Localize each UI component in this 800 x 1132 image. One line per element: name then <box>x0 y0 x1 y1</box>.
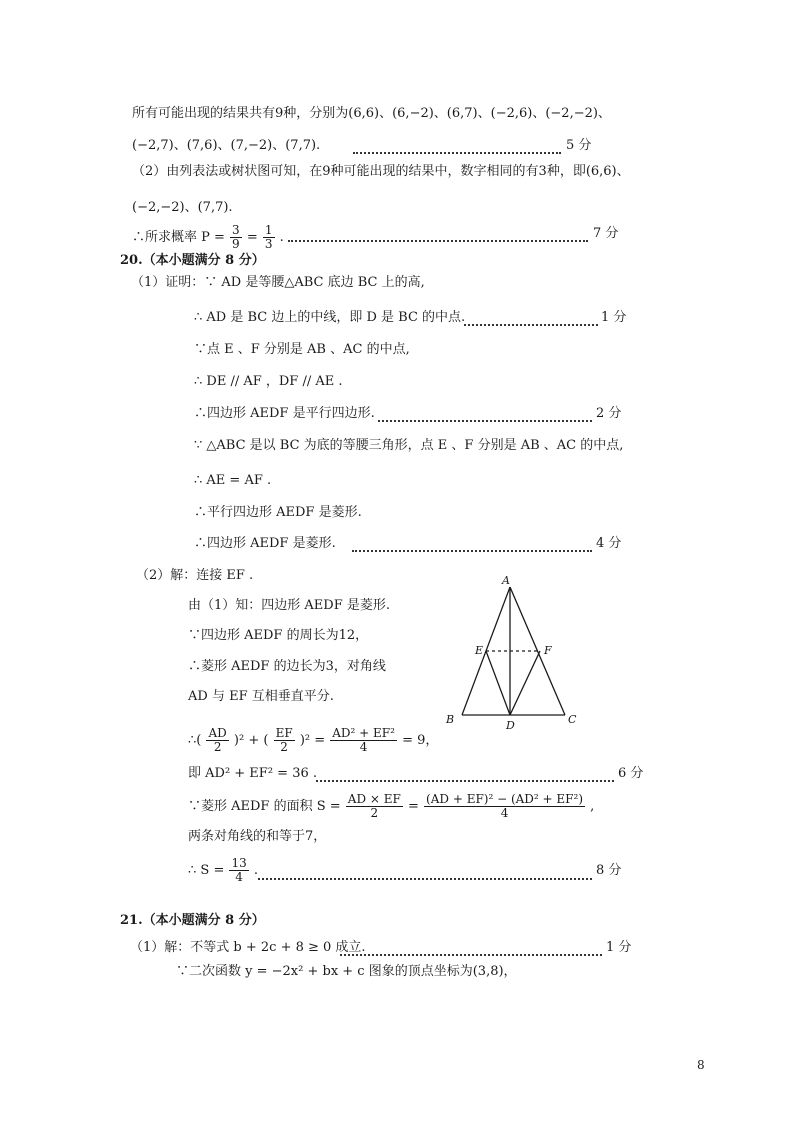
dot-leader <box>352 550 592 552</box>
dot-leader <box>288 240 588 242</box>
fraction <box>230 224 242 251</box>
denominator: 2 <box>370 806 379 820</box>
score-mark: 5 分 <box>566 138 592 153</box>
numerator: AD² + EF² <box>332 726 395 740</box>
proof-line: ∴四边形 AEDF 是菱形. <box>194 536 336 551</box>
text: = <box>408 799 419 814</box>
solution-line: 即 AD² + EF² = 36 . <box>188 766 317 781</box>
text: ∵菱形 AEDF 的面积 S = <box>188 799 341 814</box>
dot-leader <box>340 954 602 956</box>
question-heading: 21.（本小题满分 8 分） <box>120 913 265 928</box>
solution-line: ∴菱形 AEDF 的边长为3，对角线 <box>188 659 386 674</box>
numerator: (AD + EF)² − (AD² + EF²) <box>426 792 584 806</box>
text: . <box>253 863 259 878</box>
denominator: 4 <box>235 870 243 884</box>
fraction <box>263 224 275 251</box>
score-mark: 2 分 <box>596 406 622 421</box>
question-heading: 20.（本小题满分 8 分） <box>120 253 265 268</box>
text: . <box>279 230 284 245</box>
proof-line: ∴四边形 AEDF 是平行四边形. <box>194 406 375 421</box>
score-mark: 8 分 <box>596 863 622 878</box>
solution-line: ∵四边形 AEDF 的周长为12， <box>188 628 369 643</box>
equation-line <box>188 726 438 756</box>
denominator: 9 <box>232 237 240 251</box>
solution-line: AD 与 EF 互相垂直平分. <box>188 689 334 704</box>
proof-line: ∵ △ABC 是以 BC 为底的等腰三角形，点 E 、F 分别是 AB 、AC 的中点, <box>194 438 624 453</box>
dot-leader <box>464 324 598 326</box>
rhombus-figure <box>440 572 600 732</box>
fraction <box>229 857 248 884</box>
numerator: AD <box>208 726 227 740</box>
solution-line: （1）解：不等式 b + 2c + 8 ≥ 0 成立. <box>130 940 366 955</box>
denominator: 3 <box>264 237 273 251</box>
score-mark: 4 分 <box>596 536 622 551</box>
score-mark: 1 分 <box>601 310 627 325</box>
vertex-label-a: A <box>502 574 510 587</box>
numerator: 3 <box>232 223 240 237</box>
text: ∴( <box>188 733 202 748</box>
solution-line: 两条对角线的和等于7， <box>188 829 327 844</box>
fraction <box>206 727 228 754</box>
vertex-label-e: E <box>475 644 484 657</box>
answer-line: (−2,−2)、(7,7). <box>132 200 233 215</box>
page-number: 8 <box>697 1058 705 1072</box>
solution-line: 由（1）知：四边形 AEDF 是菱形. <box>188 598 390 613</box>
vertex-label-c: C <box>568 713 577 726</box>
dot-leader <box>258 878 592 880</box>
text: = <box>246 230 258 245</box>
score-mark: 1 分 <box>606 940 632 955</box>
text: = 9， <box>402 733 439 748</box>
denominator: 2 <box>213 740 222 754</box>
fraction <box>346 793 403 820</box>
fraction <box>274 727 295 754</box>
denominator: 4 <box>500 806 509 820</box>
text: ∴所求概率 P = <box>132 230 225 245</box>
solution-line: ∵二次函数 y = −2x² + bx + c 图象的顶点坐标为(3,8)， <box>176 964 517 979</box>
fraction <box>330 727 397 754</box>
segment-fd <box>510 651 540 715</box>
proof-line: ∴ AE = AF . <box>194 473 272 488</box>
vertex-label-d: D <box>506 719 515 732</box>
proof-line: （1）证明：∵ AD 是等腰△ABC 底边 BC 上的高, <box>131 275 425 290</box>
probability-line <box>132 224 284 251</box>
segment-ed <box>486 651 510 715</box>
denominator: 2 <box>280 740 288 754</box>
proof-line: ∴平行四边形 AEDF 是菱形. <box>194 505 362 520</box>
text: ∴ S = <box>188 863 225 878</box>
numerator: 1 <box>264 223 273 237</box>
result-line <box>188 856 258 886</box>
numerator: AD × EF <box>347 792 401 806</box>
numerator: 13 <box>231 856 247 870</box>
vertex-label-b: B <box>446 713 455 726</box>
vertex-label-f: F <box>544 644 552 657</box>
answer-line: (−2,7)、(7,6)、(7,−2)、(7,7). <box>132 138 321 153</box>
proof-line: ∵点 E 、F 分别是 AB 、AC 的中点, <box>194 342 410 357</box>
text: , <box>590 799 595 814</box>
area-line <box>188 792 594 822</box>
text: )² + ( <box>233 733 269 748</box>
score-mark: 7 分 <box>593 226 619 241</box>
denominator: 4 <box>359 740 368 754</box>
answer-line: （2）由列表法或树状图可知，在9种可能出现的结果中，数字相同的有3种，即(6,6)、 <box>132 164 630 179</box>
score-mark: 6 分 <box>618 766 644 781</box>
numerator: EF <box>275 726 293 740</box>
dot-leader <box>353 152 561 154</box>
solution-line: （2）解：连接 EF . <box>136 568 254 583</box>
proof-line: ∴ AD 是 BC 边上的中线，即 D 是 BC 的中点. <box>194 310 466 325</box>
fraction <box>424 793 585 820</box>
dot-leader <box>316 780 614 782</box>
dot-leader <box>378 420 592 422</box>
proof-line: ∴ DE // AF ，DF // AE . <box>194 374 343 389</box>
text: )² = <box>299 733 326 748</box>
answer-line: 所有可能出现的结果共有9种，分别为(6,6)、(6,−2)、(6,7)、(−2,6)、(−2,−2)、 <box>132 106 611 121</box>
